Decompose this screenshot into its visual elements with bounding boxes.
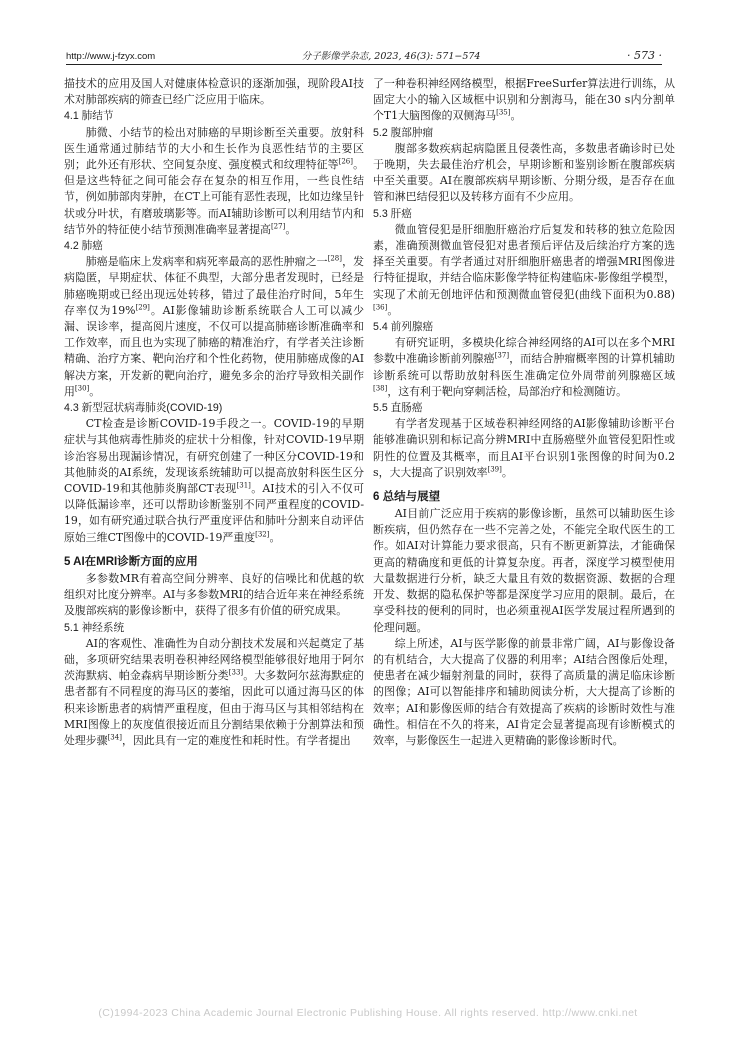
paragraph-5-1-continued: 了一种卷积神经网络模型，根据FreeSurfer算法进行训练，从固定大小的输入区域框中识别和分割海马，能在30 s内分割单个T1大脑图像的双侧海马[35]。 xyxy=(373,77,675,123)
citation-36: [36] xyxy=(373,303,388,312)
paragraph-5-5: 有学者发现基于区域卷积神经网络的AI影像辅助诊断平台能够准确识别和标记高分辨MRI中直肠癌壁外血管侵犯阳性或阴性的位置及其概率，而且AI平台识别1张图像的时间为0.2 s，大大提高了识别效率[39]。 xyxy=(373,417,675,479)
citation-38: [38] xyxy=(373,384,388,393)
citation-31: [31] xyxy=(236,481,251,490)
citation-28: [28] xyxy=(327,254,342,263)
section-5-5-heading: 5.5 直肠癌 xyxy=(373,402,423,415)
paragraph-4-2: 肺癌是临床上发病率和病死率最高的恶性肿瘤之一[28]，发病隐匿，早期症状、体征不典型，大部分患者发现时，已经是肺癌晚期或已经出现远处转移，错过了最佳治疗时间，5年生存率仅为19%[29]。AI影像辅助诊断系统联合人工可以减少漏、误诊率，提高阅片速度，不仅可以提高肺癌诊断准确率和工作效率，而且也为实现了肺癌的精准治疗，有学者关注诊断精确、治疗方案、靶向治疗和个性化药物，使用肺癌成像的AI解决方案，开发新的靶向治疗，避免多余的治疗导致相关副作用[30]。 xyxy=(64,254,364,398)
section-4-3-heading: 4.3 新型冠状病毒肺炎(COVID-19) xyxy=(64,402,223,415)
section-4-2-heading: 4.2 肺癌 xyxy=(64,240,103,253)
journal-url: http://www.j-fzyx.com xyxy=(66,51,156,62)
section-5-4-heading: 5.4 前列腺癌 xyxy=(373,321,434,334)
copyright-footer: (C)1994-2023 China Academic Journal Electronic Publishing House. All rights reserved. http://www.cnki.net xyxy=(98,1007,638,1019)
paragraph-5: 多参数MR有着高空间分辨率、良好的信噪比和优越的软组织对比度分辨率。AI与多参数MRI的结合近年来在神经系统及腹部疾病的影像诊断中，获得了很多有价值的研究成果。 xyxy=(64,571,364,618)
citation-26: [26] xyxy=(338,157,353,166)
paragraph-6-a: AI目前广泛应用于疾病的影像诊断，虽然可以辅助医生诊断疾病，但仍然存在一些不完善之处，不能完全取代医生的工作。如AI对计算能力要求很高，只有不断更新算法，才能确保更高的精确度和更低的计算复杂度。再者，深度学习模型使用大量数据进行分析，缺乏大量且有效的数据资源、数据的合理开发、数据的隐私保护等都是深度学习应用的限制。最后，在享受科技的便利的同时，也必须重视AI医学发展过程所遇到的伦理问题。 xyxy=(373,507,675,634)
page-number: · 573 · xyxy=(627,49,662,62)
section-5-heading: 5 AI在MRI诊断方面的应用 xyxy=(64,555,198,568)
section-5-1-heading: 5.1 神经系统 xyxy=(64,621,125,634)
citation-30: [30] xyxy=(74,384,90,393)
section-4-1-heading: 4.1 肺结节 xyxy=(64,110,114,123)
section-6-heading: 6 总结与展望 xyxy=(373,491,441,504)
citation-35: [35] xyxy=(496,108,511,117)
journal-citation: 分子影像学杂志, 2023, 46(3): 571−574 xyxy=(301,51,481,62)
left-column xyxy=(64,76,364,749)
citation-27: [27] xyxy=(270,222,286,231)
citation-39: [39] xyxy=(487,465,502,474)
paragraph-5-1: AI的客观性、准确性为自动分割技术发展和兴起奠定了基础，多项研究结果表明卷积神经网络模型能够很好地用于阿尔茨海默病、帕金森病早期诊断分类[33]。大多数阿尔兹海默症的患者都有不同程度的海马区的萎缩，因此可以通过海马区的体积来诊断患者的病情严重程度，但由于海马区与其相邻结构在MRI图像上的灰度值很接近而且分割结果依赖于分割算法和预处理步骤[34]，因此具有一定的难度性和耗时性。有学者提出 xyxy=(64,636,364,747)
right-column xyxy=(373,76,675,749)
citation-29: [29] xyxy=(135,303,150,312)
paragraph-intro: 描技术的应用及国人对健康体检意识的逐渐加强，现阶段AI技术对肺部疾病的筛查已经广泛应用于临床。 xyxy=(64,77,364,107)
section-5-2-heading: 5.2 腹部肿瘤 xyxy=(373,126,434,139)
citation-32: [32] xyxy=(255,530,270,539)
paragraph-5-4: 有研究证明，多模块化综合神经网络的AI可以在多个MRI参数中准确诊断前列腺癌[37]，而结合肿瘤概率图的计算机辅助诊断系统可以帮助放射科医生准确定位外周带前列腺癌区域[38]，这有利于靶向穿刺活检，局部治疗和检测随访。 xyxy=(373,336,675,398)
paragraph-5-2: 腹部多数疾病起病隐匿且侵袭性高，多数患者确诊时已处于晚期，失去最佳治疗机会，早期诊断和鉴别诊断在腹部疾病中至关重要。AI在腹部疾病早期诊断、分期分级，是否存在血管和淋巴结侵犯以及转移方面有不少应用。 xyxy=(373,141,675,204)
citation-33: [33] xyxy=(228,668,244,677)
section-5-3-heading: 5.3 肝癌 xyxy=(373,207,412,220)
header-rule xyxy=(66,64,662,65)
citation-34: [34] xyxy=(107,733,122,742)
citation-37: [37] xyxy=(494,351,510,360)
paragraph-6-b: 综上所述，AI与医学影像的前景非常广阔，AI与影像设备的有机结合，大大提高了仪器的利用率；AI结合图像后处理，使患者在减少辐射剂量的同时，获得了高质量的满足临床诊断的图像；AI可以智能排序和辅助阅读分析，大大提高了诊断的效率；AI和影像医师的结合有效提高了疾病的诊断时效性与准确性。相信在不久的将来，AI肯定会显著提高现有诊断模式的效率，与影像医生一起进入更精确的影像诊断时代。 xyxy=(373,636,675,747)
running-header xyxy=(66,42,662,62)
paragraph-4-3: CT检查是诊断COVID-19手段之一。COVID-19的早期症状与其他病毒性肺炎的症状十分相像，针对COVID-19早期诊治容易出现漏诊情况，有研究创建了一种区分COVID-19和其他肺炎的AI系统，发现该系统辅助可以提高放射科医生区分COVID-19和其他肺炎胸部CT表现[31]。AI技术的引入不仅可以降低漏诊率，还可以帮助诊断鉴别不同严重程度的COVID-19，如有研究通过联合执行严重度评估和肺叶分割来自动评估原始三维CT图像中的COVID-19严重度[32]。 xyxy=(64,417,364,544)
paragraph-5-3: 微血管侵犯是肝细胞肝癌治疗后复发和转移的独立危险因素，准确预测微血管侵犯对患者预后评估及后续治疗方案的选择至关重要。有学者通过对肝细胞肝癌患者的增强MRI图像进行特征提取，并结合临床影像学特征构建临床-影像组学模型，实现了术前无创地评估和预测微血管侵犯(曲线下面积为0.88)[36]。 xyxy=(373,222,675,317)
paragraph-4-1: 肺微、小结节的检出对肺癌的早期诊断至关重要。放射科医生通常通过肺结节的大小和生长作为良恶性结节的主要区别；此外还有形状、空间复杂度、强度模式和纹理特征等[26]。但是这些特征之间可能会存在复杂的相互作用，一些良性结节，例如肺部肉芽肿，在CT上可能有恶性表现，比如边缘呈针状或分叶状，有磨玻璃影等。而AI辅助诊断可以利用结节内和结节外的特征使小结节预测准确率显著提高[27]。 xyxy=(64,125,364,236)
